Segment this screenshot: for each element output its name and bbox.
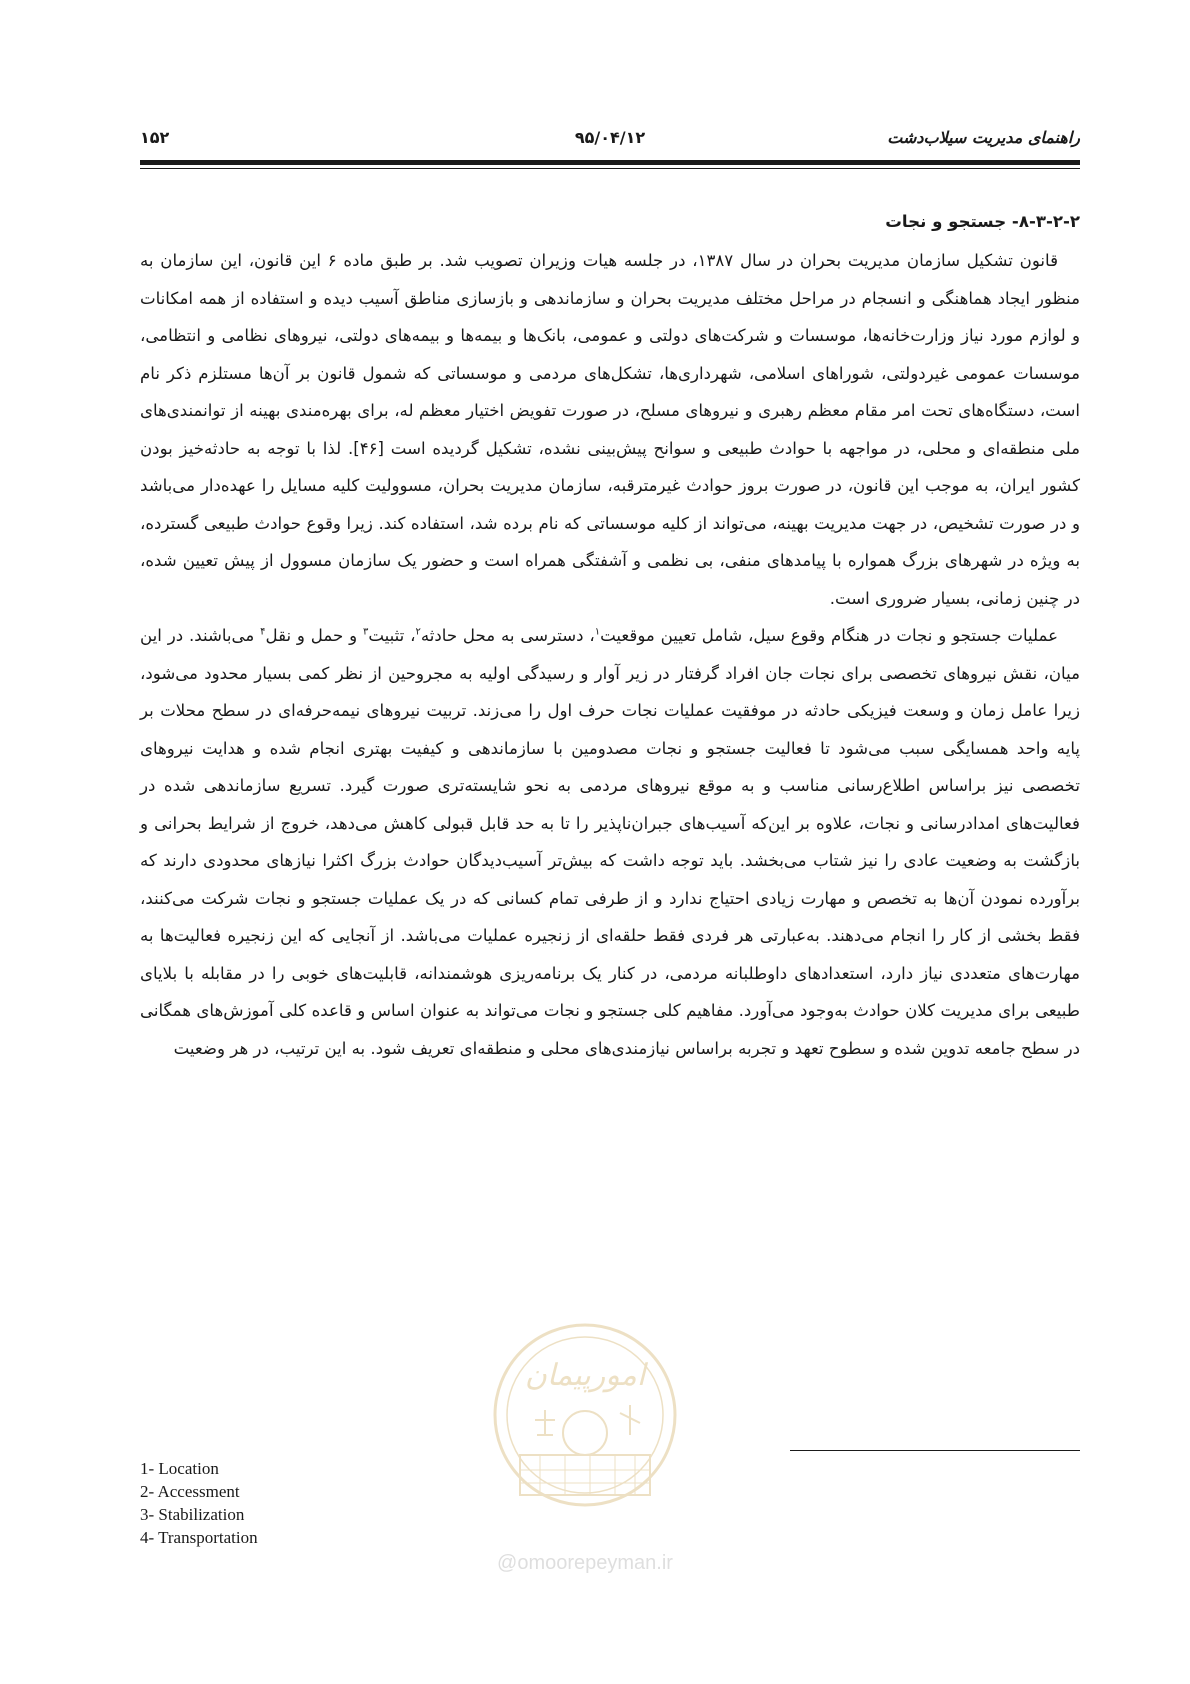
watermark-url: @omoorepeyman.ir: [497, 1552, 673, 1574]
footnote-1: 1- Location: [140, 1459, 219, 1478]
paragraph-2-part-c: ، تثبیت: [368, 626, 416, 645]
footnotes: [140, 1457, 258, 1549]
footnote-ref-3: ۳: [362, 626, 369, 638]
paragraph-2-part-e: می‌باشند. در این میان، نقش نیروهای تخصصی برای نجات جان افراد گرفتار در زیر آوار و رسیدگی اولیه به مجروحین از نظر کمی بسیار محدود می‌شود، زیرا عامل زمان و وسعت فیزیکی حادثه در موفقیت عملیات نجات حرف اول را می‌زند. تربیت نیروهای نیمه‌حرفه‌ای در سطح محلات بر پایه واحد همسایگی سبب می‌شود تا فعالیت جستجو و نجات مصدومین با سازماندهی و کیفیت بهتری انجام شده و هدایت نیروهای تخصصی نیز براساس اطلاع‌رسانی مناسب و به موقع نیروهای مردمی به نحو شایسته‌تری صورت گیرد. تسریع سازماندهی شده در فعالیت‌های امدادرسانی و نجات، علاوه بر این‌که آسیب‌های جبران‌ناپذیر را تا به حد قابل قبولی کاهش می‌دهد، خروج از شرایط بحرانی و بازگشت به وضعیت عادی را نیز شتاب می‌بخشد. باید توجه داشت که بیش‌تر آسیب‌دیدگان حوادث بزرگ اکثرا نیازهای محدودی دارند که برآورده نمودن آن‌ها به تخصص و مهارت زیادی احتیاج ندارد و از طرفی تمام کسانی که در یک عملیات جستجو و نجات شرکت می‌کنند، فقط بخشی از کار را انجام می‌دهند. به‌عبارتی هر فردی فقط حلقه‌ای از زنجیره عملیات می‌باشد. از آنجایی که این زنجیره فعالیت‌ها به مهارت‌های متعددی نیاز دارد، استعدادهای داوطلبانه مردمی، در کنار یک برنامه‌ریزی هوشمندانه، قابلیت‌های خوبی را در مقابله با بلایای طبیعی برای مدیریت کلان حوادث به‌وجود می‌آورد. مفاهیم کلی جستجو و نجات می‌تواند به عنوان اساس و قاعده کلی آموزش‌های همگانی در سطح جامعه تدوین شده و سطوح تعهد و تجربه براساس نیازمندی‌های محلی و منطقه‌ای تعریف شود. به این ترتیب، در هر وضعیت: [140, 626, 1080, 1058]
footnote-ref-4: ۴: [260, 626, 266, 638]
page-header: [140, 128, 1080, 154]
header-rule-thin: [140, 168, 1080, 169]
section-title: ۸-۳-۲-۲- جستجو و نجات: [885, 212, 1080, 231]
header-date: ۹۵/۰۴/۱۲: [574, 128, 646, 147]
footnote-2: 2- Accessment: [140, 1482, 240, 1501]
watermark-logo-text: امورپیمان: [524, 1358, 646, 1393]
page-body: [140, 205, 1080, 1067]
footnote-4: 4- Transportation: [140, 1528, 258, 1547]
header-rule-thick: [140, 160, 1080, 165]
header-page-number: ۱۵۲: [140, 128, 170, 147]
paragraph-2-part-a: عملیات جستجو و نجات در هنگام وقوع سیل، شامل تعیین موقعیت: [600, 626, 1058, 645]
footnote-ref-1: ۱: [594, 626, 601, 638]
footnote-3: 3- Stabilization: [140, 1505, 245, 1524]
watermark-logo-icon: [480, 1305, 690, 1535]
paragraph-2-part-d: و حمل و نقل: [265, 626, 363, 645]
footnote-separator: [790, 1450, 1080, 1451]
footnote-ref-2: ۲: [415, 626, 421, 638]
paragraph-1: قانون تشکیل سازمان مدیریت بحران در سال ۱۳۸۷، در جلسه هیات وزیران تصویب شد. بر طبق ماده ۶ این قانون، این سازمان به منظور ایجاد هماهنگی و انسجام در مراحل مختلف مدیریت بحران و سازماندهی و بازسازی مناطق آسیب دیده و استفاده از همه امکانات و لوازم مورد نیاز وزارت‌خانه‌ها، موسسات و شرکت‌های دولتی و عمومی، بانک‌ها و بیمه‌ها و بیمه‌های دولتی، نیروهای نظامی و انتظامی، موسسات عمومی غیردولتی، شوراهای اسلامی، شهرداری‌ها، تشکل‌های مردمی و موسساتی که شمول قانون بر آن‌ها مستلزم ذکر نام است، دستگاه‌های تحت امر مقام معظم رهبری و نیروهای مسلح، در صورت تفویض اختیار معظم له، برای بهره‌مندی بهینه از توانمندی‌های ملی منطقه‌ای و محلی، در مواجهه با حوادث طبیعی و سوانح پیش‌بینی نشده، تشکیل گردیده است [۴۶]. لذا با توجه به حادثه‌خیز بودن کشور ایران، به موجب این قانون، در صورت بروز حوادث غیرمترقبه، سازمان مدیریت بحران، مسوولیت کلیه مسایل را عهده‌دار می‌باشد و در صورت تشخیص، در جهت مدیریت بهینه، می‌تواند از کلیه موسساتی که نام برده شد، استفاده کند. زیرا وقوع حوادث طبیعی گسترده، به ویژه در شهرهای بزرگ همواره با پیامدهای منفی، بی نظمی و آشفتگی همراه است و حضور یک سازمان مسوول از پیش تعیین شده، در چنین زمانی، بسیار ضروری است.: [140, 251, 1080, 608]
header-book-title: راهنمای مدیریت سیلاب‌دشت: [887, 128, 1080, 147]
paragraph-2: [140, 617, 1080, 1067]
paragraph-2-part-b: ، دسترسی به محل حادثه: [420, 626, 595, 645]
watermark: [480, 1305, 690, 1575]
